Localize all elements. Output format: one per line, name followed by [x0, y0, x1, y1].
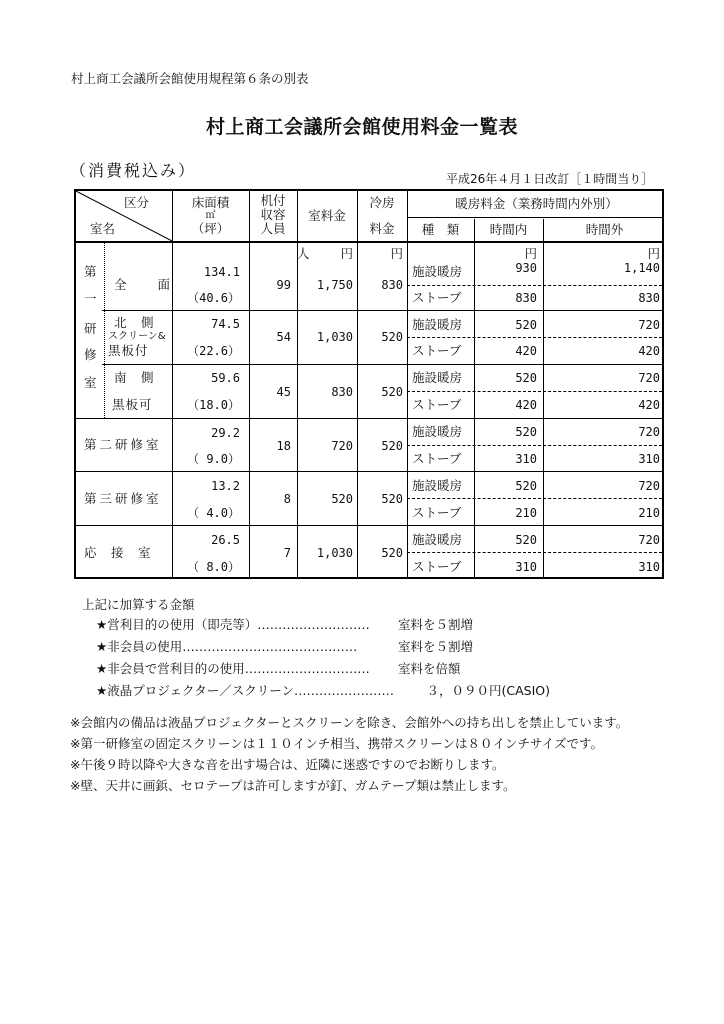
stove-out: 310 — [638, 560, 660, 574]
additional-label: ★液晶プロジェクター／スクリーン…………………… — [96, 683, 394, 698]
header-capacity-1: 机付 — [260, 193, 286, 208]
room-name-sub: 黒板可 — [112, 397, 153, 412]
heat-kind-stove: ストーブ — [412, 290, 462, 305]
cooling-fee: 520 — [381, 546, 403, 560]
header-kubun: 区分 — [124, 195, 150, 210]
stove-in: 830 — [515, 291, 537, 305]
facility-in: 930 — [515, 261, 537, 275]
floor-area-tsubo: （ 8.0） — [187, 560, 240, 574]
floor-area-tsubo: （22.6） — [187, 344, 240, 358]
header-room-name: 室名 — [90, 221, 116, 236]
header-note: 村上商工会議所会館使用規程第６条の別表 — [71, 71, 309, 86]
facility-in: 520 — [515, 479, 537, 493]
additional-heading: 上記に加算する金額 — [82, 597, 195, 612]
facility-out: 720 — [638, 425, 660, 439]
heat-kind-facility: 施設暖房 — [412, 317, 463, 332]
room-name: 応 接 室 — [84, 545, 152, 560]
floor-area-tsubo: （18.0） — [187, 398, 240, 412]
additional-value: ３，０９０円(CASIO) — [414, 683, 550, 698]
fee-table — [74, 189, 664, 579]
heat-kind-facility: 施設暖房 — [412, 424, 463, 439]
capacity: 99 — [276, 278, 291, 292]
list-item — [96, 681, 550, 699]
floor-area-tsubo: （ 9.0） — [187, 452, 240, 466]
room-fee: 520 — [331, 492, 353, 506]
header-capacity-3: 人員 — [260, 221, 286, 236]
floor-area: 74.5 — [211, 317, 240, 331]
unit-yen: 円 — [647, 246, 660, 261]
tax-note: （消費税込み） — [70, 161, 197, 180]
group-char: 研 — [84, 321, 97, 336]
header-capacity-2: 収容 — [260, 207, 286, 222]
facility-out: 720 — [638, 479, 660, 493]
stove-out: 420 — [638, 398, 660, 412]
cooling-fee: 520 — [381, 492, 403, 506]
facility-in: 520 — [515, 371, 537, 385]
cooling-fee: 520 — [381, 385, 403, 399]
stove-in: 420 — [515, 398, 537, 412]
group-char: 第 — [84, 264, 97, 279]
revision-note: 平成26年４月１日改訂［１時間当り］ — [446, 172, 654, 186]
heat-kind-stove: ストーブ — [412, 343, 462, 358]
stove-out: 310 — [638, 452, 660, 466]
room-name-sub: スクリーン& — [108, 331, 166, 342]
header-floor-area-unit: ㎡ — [205, 210, 216, 221]
capacity: 18 — [276, 439, 291, 453]
header-heating: 暖房料金（業務時間内外別） — [455, 196, 618, 211]
facility-out: 1,140 — [623, 261, 660, 275]
list-item — [96, 615, 474, 633]
room-fee: 720 — [331, 439, 353, 453]
footnote: ※会館内の備品は液晶プロジェクターとスクリーンを除き、会館外への持ち出しを禁止しています。 — [70, 715, 629, 730]
heat-kind-facility: 施設暖房 — [412, 478, 463, 493]
header-room-fee: 室料金 — [308, 208, 346, 223]
stove-out: 420 — [638, 344, 660, 358]
additional-value: 室料を倍額 — [398, 661, 461, 676]
heat-kind-stove: ストーブ — [412, 451, 462, 466]
room-name: 全 面 — [114, 277, 173, 292]
stove-in: 310 — [515, 452, 537, 466]
header-out-hours: 時間外 — [585, 222, 624, 237]
header-cooling-2: 料金 — [369, 221, 395, 236]
footnote: ※第一研修室の固定スクリーンは１１０インチ相当、携帯スクリーンは８０インチサイズです。 — [70, 736, 603, 751]
cooling-fee: 520 — [381, 439, 403, 453]
header-in-hours: 時間内 — [489, 222, 528, 237]
additional-label: ★非会員で営利目的の使用………………………… — [96, 661, 370, 676]
capacity: 45 — [276, 385, 291, 399]
room-name: 第二研修室 — [84, 437, 162, 452]
floor-area: 29.2 — [211, 426, 240, 440]
additional-value: 室料を５割増 — [398, 639, 474, 654]
capacity: 7 — [283, 546, 291, 560]
footnote: ※午後９時以降や大きな音を出す場合は、近隣に迷惑ですのでお断りします。 — [70, 757, 505, 772]
floor-area: 134.1 — [203, 265, 240, 279]
floor-area-tsubo: （ 4.0） — [187, 506, 240, 520]
cooling-fee: 830 — [381, 278, 403, 292]
stove-out: 210 — [638, 506, 660, 520]
additional-label: ★営利目的の使用（即売等）……………………… — [96, 617, 370, 632]
room-fee: 1,030 — [316, 330, 353, 344]
list-item — [96, 637, 474, 655]
room-fee: 1,750 — [316, 278, 353, 292]
header-kind: 種 類 — [421, 222, 460, 237]
group-char: 一 — [84, 291, 97, 306]
room-fee: 1,030 — [316, 546, 353, 560]
room-name: 第三研修室 — [84, 491, 162, 506]
facility-in: 520 — [515, 533, 537, 547]
heat-kind-stove: ストーブ — [412, 505, 462, 520]
facility-in: 520 — [515, 318, 537, 332]
heat-kind-stove: ストーブ — [412, 559, 462, 574]
unit-person: 人 — [297, 246, 310, 261]
room-name: 南 側 — [114, 370, 155, 385]
header-floor-area: 床面積 — [191, 195, 230, 210]
heat-kind-stove: ストーブ — [412, 397, 462, 412]
list-item — [96, 659, 461, 677]
group-char: 修 — [84, 347, 97, 362]
capacity: 8 — [283, 492, 291, 506]
room-name: 北 側 — [114, 315, 155, 330]
header-cooling-1: 冷房 — [369, 195, 395, 210]
unit-yen: 円 — [390, 246, 403, 261]
header-floor-area-tsubo: （坪） — [191, 221, 230, 236]
facility-in: 520 — [515, 425, 537, 439]
heat-kind-facility: 施設暖房 — [412, 264, 463, 279]
room-name-sub: 黒板付 — [108, 343, 149, 358]
heat-kind-facility: 施設暖房 — [412, 370, 463, 385]
page-title: 村上商工会議所会館使用料金一覧表 — [205, 116, 518, 138]
facility-out: 720 — [638, 533, 660, 547]
group-char: 室 — [84, 375, 97, 390]
cooling-fee: 520 — [381, 330, 403, 344]
facility-out: 720 — [638, 371, 660, 385]
floor-area: 13.2 — [211, 479, 240, 493]
stove-in: 420 — [515, 344, 537, 358]
footnote: ※壁、天井に画鋲、セロテープは許可しますが釘、ガムテープ類は禁止します。 — [70, 778, 516, 793]
stove-in: 210 — [515, 506, 537, 520]
floor-area: 26.5 — [211, 533, 240, 547]
unit-yen: 円 — [340, 246, 353, 261]
floor-area: 59.6 — [211, 371, 240, 385]
stove-in: 310 — [515, 560, 537, 574]
heat-kind-facility: 施設暖房 — [412, 532, 463, 547]
additional-value: 室料を５割増 — [398, 617, 474, 632]
capacity: 54 — [276, 330, 291, 344]
floor-area-tsubo: （40.6） — [187, 291, 240, 305]
additional-label: ★非会員の使用…………………………………… — [96, 639, 358, 654]
facility-out: 720 — [638, 318, 660, 332]
unit-yen: 円 — [524, 246, 537, 261]
room-fee: 830 — [331, 385, 353, 399]
stove-out: 830 — [638, 291, 660, 305]
